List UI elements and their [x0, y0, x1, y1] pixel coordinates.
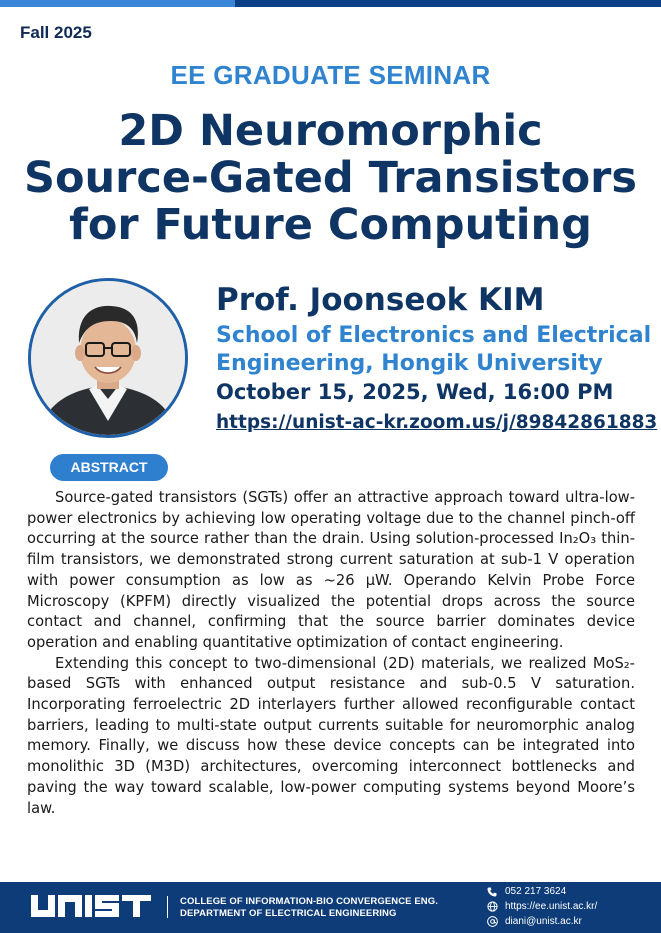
contact-website [485, 899, 597, 914]
speaker-affiliation-line: School of Electronics and Electrical [216, 323, 652, 348]
phone-number: 052 217 3624 [505, 886, 567, 897]
globe-icon [485, 901, 499, 912]
top-accent-bar [0, 0, 661, 7]
email-icon [485, 916, 499, 927]
contact-phone [485, 884, 597, 899]
speaker-name: Prof. Joonseok KIM [216, 282, 545, 318]
top-accent-bar-light [0, 0, 235, 7]
seminar-title-line: for Future Computing [69, 200, 592, 250]
seminar-series-title: EE GRADUATE SEMINAR [170, 60, 491, 90]
speaker-photo [28, 278, 188, 438]
speaker-portrait-illustration [31, 281, 185, 435]
phone-icon [485, 887, 499, 897]
contact-info [485, 884, 597, 929]
zoom-link[interactable]: https://unist-ac-kr.zoom.us/j/89842861883 [216, 412, 658, 433]
top-accent-bar-dark [235, 0, 661, 7]
abstract-badge: ABSTRACT [50, 454, 168, 481]
seminar-title-line: Source-Gated Transistors [24, 153, 637, 203]
abstract-paragraph: Extending this concept to two-dimensional (2D) materials, we realized MoS₂-based SGTs with enhanced output resistance and sub-0.5 V saturation. Incorporating ferroelectric 2D interlayers further allowed reconfigurable contact barriers, leading to multi-state output currents suitable for neuromorphic analog memory. Finally, we discuss how these device concepts can be integrated into monolithic 3D (M3D) architectures, overcoming interconnect bottlenecks and paving the way toward scalable, low-power computing systems beyond Moore’s law. [27, 654, 635, 817]
department-line: DEPARTMENT OF ELECTRICAL ENGINEERING [180, 908, 397, 919]
abstract-body [27, 488, 635, 819]
seminar-title [0, 108, 661, 249]
college-line: COLLEGE OF INFORMATION-BIO CONVERGENCE ENG. [180, 896, 438, 907]
speaker-affiliation [216, 322, 656, 378]
semester-label: Fall 2025 [20, 23, 92, 42]
unist-logo-mark [31, 895, 159, 919]
website-link[interactable]: https://ee.unist.ac.kr/ [505, 901, 598, 912]
abstract-paragraph: Source-gated transistors (SGTs) offer an attractive approach toward ultra-low-power electronics by achieving low operating voltage due to the channel pinch-off occurring at the source rather than the drain. Using solution-processed In₂O₃ thin-film transistors, we demonstrated strong current saturation at sub-1 V operation with power consumption as low as ~26 μW. Operando Kelvin Probe Force Microscopy (KPFM) directly visualized the potential drops across the source contact and channel, confirming that the source barrier dominates device operation and enabling quantitative optimization of contact engineering. [27, 489, 635, 651]
unist-logo [31, 895, 159, 923]
footer-divider [167, 896, 168, 918]
seminar-date-time: October 15, 2025, Wed, 16:00 PM [216, 380, 614, 404]
contact-email [485, 914, 597, 929]
seminar-title-line: 2D Neuromorphic [118, 106, 543, 156]
email-address[interactable]: diani@unist.ac.kr [505, 916, 582, 927]
college-department [180, 896, 438, 920]
speaker-affiliation-line: Engineering, Hongik University [216, 351, 603, 376]
